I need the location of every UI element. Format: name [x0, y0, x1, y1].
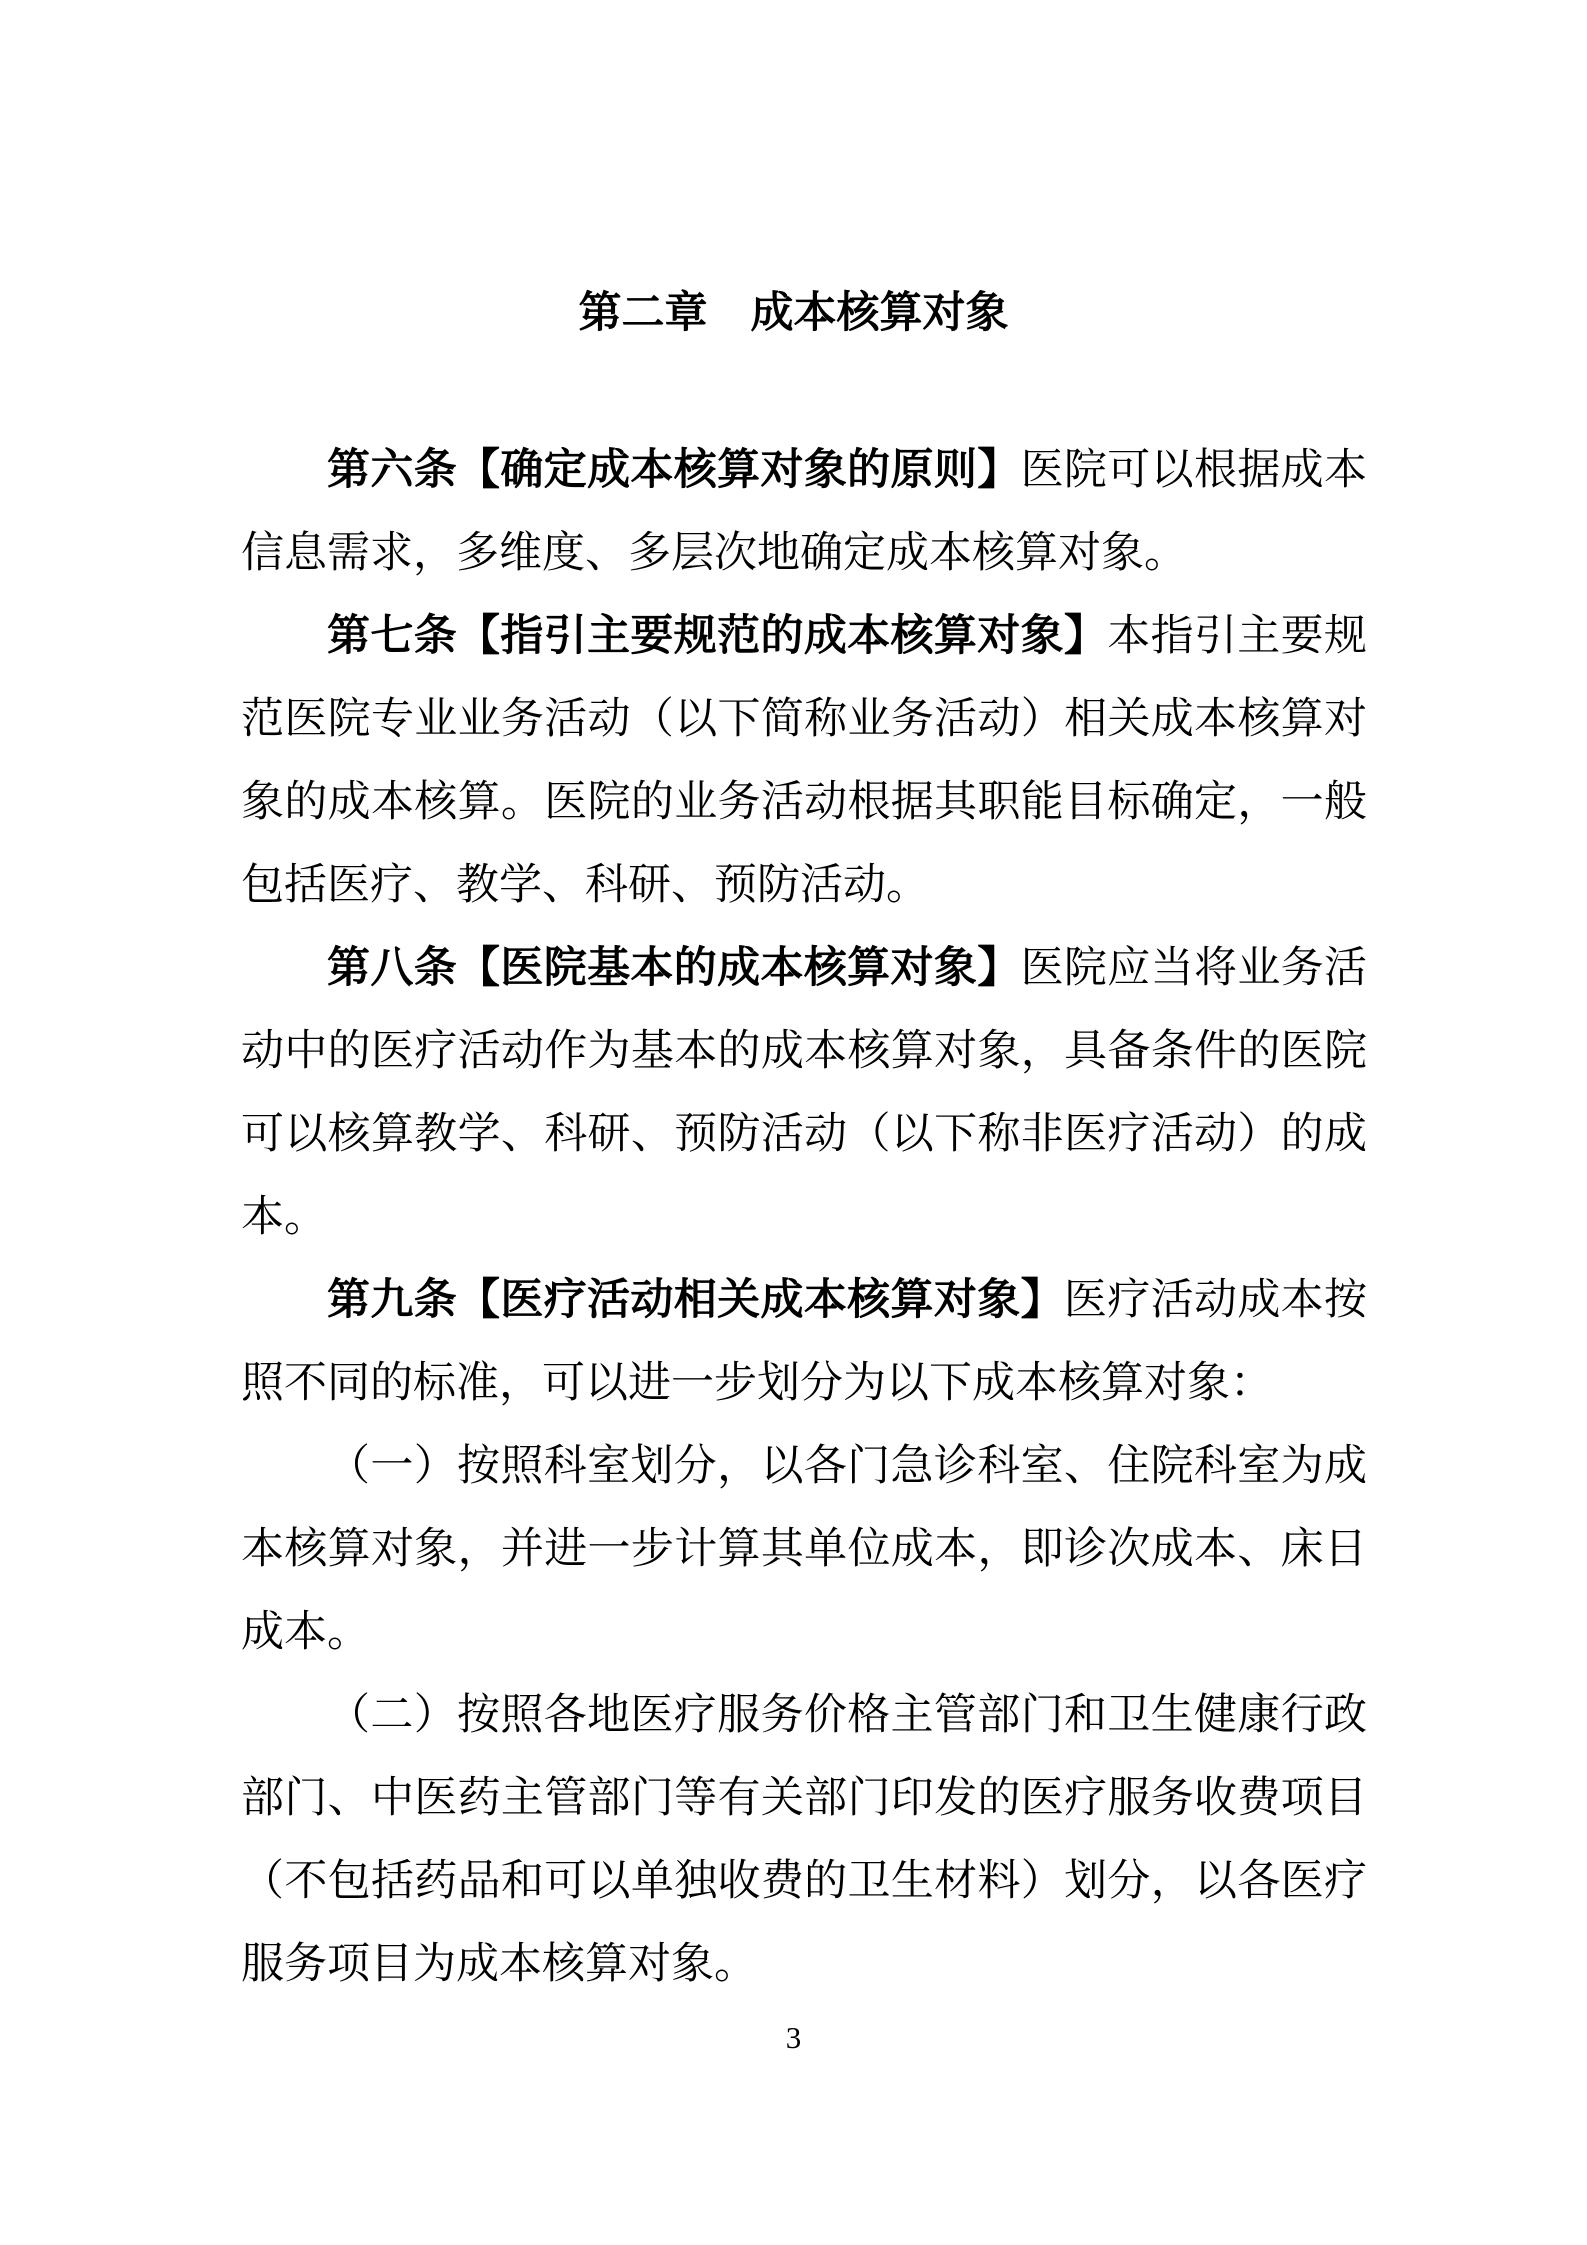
article-9-label: 第九条【医疗活动相关成本核算对象】	[327, 1276, 1064, 1324]
item-1-text: （一）按照科室划分，以各门急诊科室、住院科室为成本核算对象，并进一步计算其单位成本，即诊次成本、床日成本。	[241, 1443, 1367, 1656]
article-7-text: 本指引主要规范医院专业业务活动（以下简称业务活动）相关成本核算对象的成本核算。医院的业务活动根据其职能目标确定，一般包括医疗、教学、科研、预防活动。	[241, 613, 1368, 909]
article-9-paragraph	[241, 1259, 1367, 1425]
page-number: 3	[785, 2020, 802, 2055]
article-6-paragraph	[241, 429, 1367, 595]
article-8-paragraph	[241, 927, 1367, 1259]
article-6-label: 第六条【确定成本核算对象的原则】	[327, 446, 1021, 494]
article-7-paragraph	[241, 595, 1367, 927]
chapter-title: 第二章 成本核算对象	[578, 289, 1009, 337]
article-6-text: 医院可以根据成本信息需求，多维度、多层次地确定成本核算对象。	[241, 447, 1368, 577]
item-2-text: （二）按照各地医疗服务价格主管部门和卫生健康行政部门、中医药主管部门等有关部门印发的医疗服务收费项目（不包括药品和可以单独收费的卫生材料）划分，以各医疗服务项目为成本核算对象。	[241, 1692, 1367, 1988]
item-2-paragraph	[241, 1674, 1367, 2006]
article-9-text: 医疗活动成本按照不同的标准，可以进一步划分为以下成本核算对象：	[241, 1277, 1368, 1407]
document-body	[241, 429, 1367, 2006]
article-7-label: 第七条【指引主要规范的成本核算对象】	[327, 612, 1108, 660]
article-8-text: 医院应当将业务活动中的医疗活动作为基本的成本核算对象，具备条件的医院可以核算教学、科研、预防活动（以下称非医疗活动）的成本。	[241, 945, 1368, 1241]
item-1-paragraph	[241, 1425, 1367, 1674]
article-8-label: 第八条【医院基本的成本核算对象】	[327, 944, 1021, 992]
